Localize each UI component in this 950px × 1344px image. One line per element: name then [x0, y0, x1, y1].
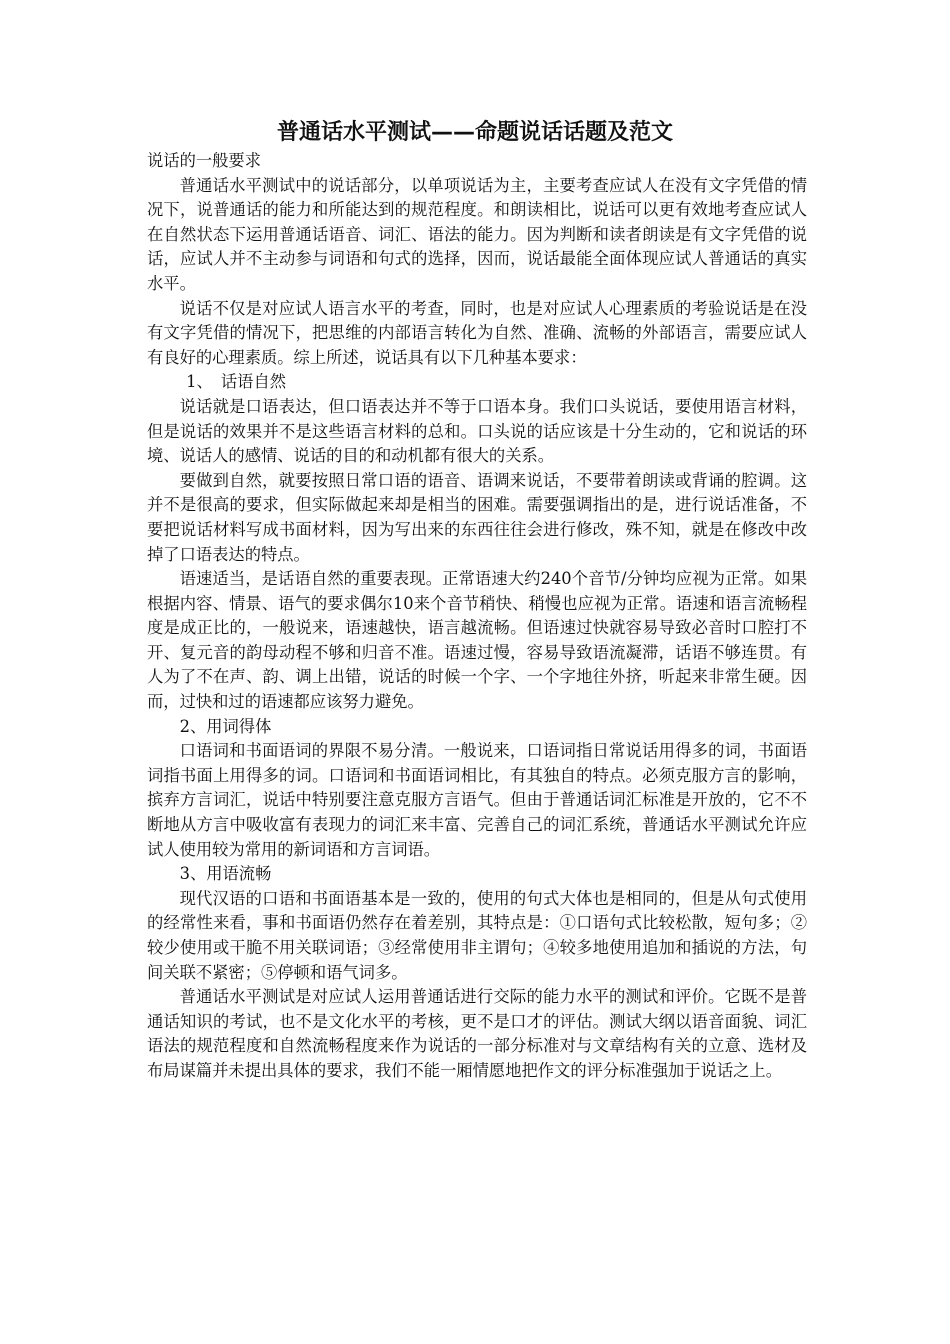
document-body — [147, 149, 807, 1084]
paragraph: 口语词和书面语词的界限不易分清。一般说来，口语词指日常说话用得多的词，书面语词指书面上用得多的词。口语词和书面语词相比，有其独自的特点。必须克服方言的影响，摈弃方言词汇，说话中特别要注意克服方言语气。但由于普通话词汇标准是开放的，它不不断地从方言中吸收富有表现力的词汇来丰富、完善自己的词汇系统，普通话水平测试允许应试人使用较为常用的新词语和方言词语。 — [147, 741, 807, 859]
document-title: 普通话水平测试——命题说话话题及范文 — [276, 120, 673, 145]
paragraph: 现代汉语的口语和书面语基本是一致的，使用的句式大体也是相同的，但是从句式使用的经常性来看，事和书面语仍然存在着差别，其特点是：①口语句式比较松散，短句多；②较少使用或干脆不用关联词语；③经常使用非主谓句；④较多地使用追加和插说的方法，句间关联不紧密；⑤停顿和语气词多。 — [147, 888, 807, 982]
paragraph: 语速适当，是话语自然的重要表现。正常语速大约240个音节/分钟均应视为正常。如果根据内容、情景、语气的要求偶尔10来个音节稍快、稍慢也应视为正常。语速和语言流畅程度是成正比的，一般说来，语速越快，语言越流畅。但语速过快就容易导致必音时口腔打不开、复元音的韵母动程不够和归音不准。语速过慢，容易导致语流凝滞，话语不够连贯。有人为了不在声、韵、调上出错，说话的时候一个字、一个字地往外挤，听起来非常生硬。因而，过快和过的语速都应该努力避免。 — [147, 569, 807, 712]
paragraph: 要做到自然，就要按照日常口语的语音、语调来说话，不要带着朗读或背诵的腔调。这并不是很高的要求，但实际做起来却是相当的困难。需要强调指出的是，进行说话准备，不要把说话材料写成书面材料，因为写出来的东西往往会进行修改，殊不知，就是在修改中改掉了口语表达的特点。 — [147, 470, 807, 564]
subheading: 3、用语流畅 — [179, 864, 272, 884]
section-label: 说话的一般要求 — [147, 151, 261, 170]
paragraph: 普通话水平测试中的说话部分，以单项说话为主，主要考查应试人在没有文字凭借的情况下，说普通话的能力和所能达到的规范程度。和朗读相比，说话可以更有效地考查应试人在自然状态下运用普通话语音、词汇、语法的能力。因为判断和读者朗读是有文字凭借的说话，应试人并不主动参与词语和句式的选择，因而，说话最能全面体现应试人普通话的真实水平。 — [147, 175, 807, 293]
paragraph: 说话就是口语表达，但口语表达并不等于口语本身。我们口头说话，要使用语言材料，但是说话的效果并不是这些语言材料的总和。口头说的话应该是十分生动的，它和说话的环境、说话人的感情、说话的目的和动机都有很大的关系。 — [147, 396, 807, 466]
subheading: 2、用词得体 — [179, 716, 272, 736]
paragraph: 普通话水平测试是对应试人运用普通话进行交际的能力水平的测试和评价。它既不是普通话知识的考试，也不是文化水平的考核，更不是口才的评估。测试大纲以语音面貌、词汇语法的规范程度和自然流畅程度来作为说话的一部分标准对与文章结构有关的立意、选材及布局谋篇并未提出具体的要求，我们不能一厢情愿地把作文的评分标准强加于说话之上。 — [147, 987, 807, 1080]
subheading: 1、 话语自然 — [186, 372, 287, 392]
paragraph: 说话不仅是对应试人语言水平的考查，同时，也是对应试人心理素质的考验说话是在没有文字凭借的情况下，把思维的内部语言转化为自然、准确、流畅的外部语言，需要应试人有良好的心理素质。综上所述，说话具有以下几种基本要求： — [147, 298, 807, 367]
